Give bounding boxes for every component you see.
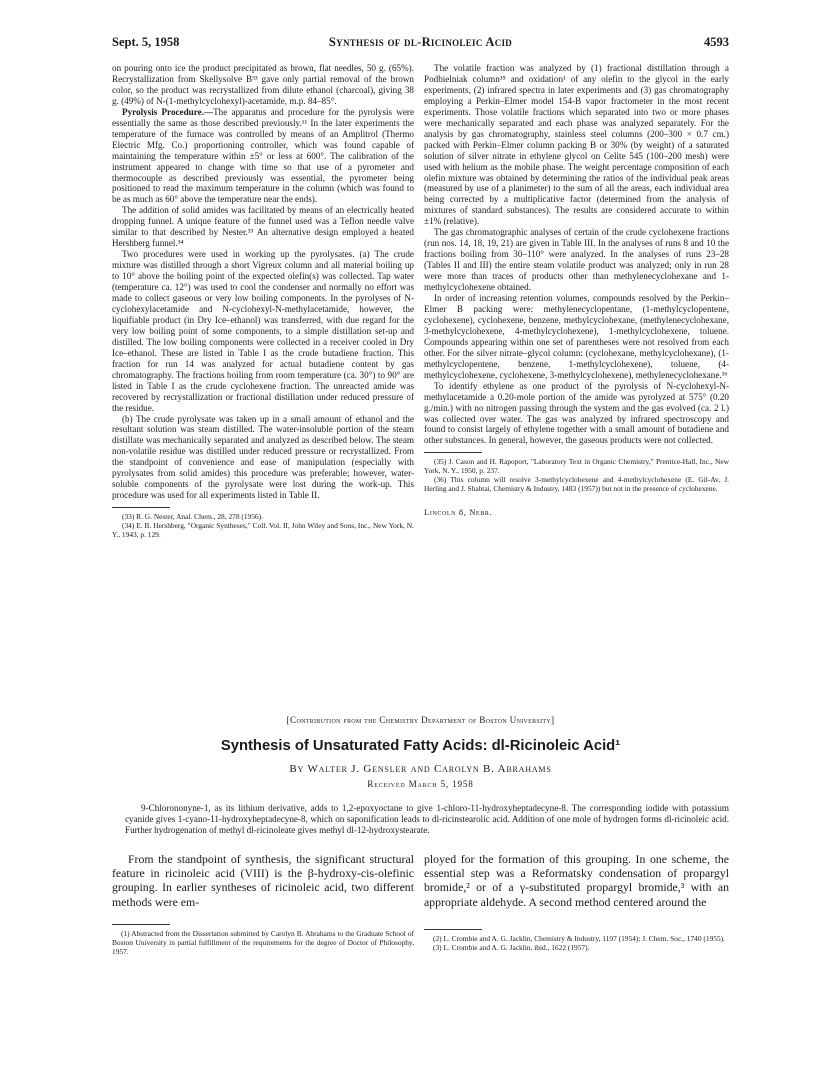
paragraph: Two procedures were used in working up the pyrolysates. (a) The crude mixture was distilled through a short Vigreux column and all material boiling up to 10° above the boiling point of the expected olefin(s) was collected. Tap water (temperature ca. 12°) was used to cool the condenser and normally no effort was made to collect gaseous or very low boiling components. In the pyrolyses of N-cyclohexylacetamide and N-cyclohexyl-N-methylacetamide, however, the liquifiable product (in Dry Ice–ethanol) was transferred, with due regard for the very low boiling point of some components, to a simple distillation set-up and distilled. The low boiling components were collected in a receiver cooled in Dry Ice–ethanol. These are listed in Table I as the crude butadiene fraction. This fraction for run 14 was analyzed for actual butadiene content by gas chromatography. The fractions boiling from room temperature (ca. 30°) to 90° are listed in Table I as the crude cyclohexene fraction. The unreacted amide was recovered by recrystallization or fractional distillation under reduced pressure of the residue. bbox=[112, 249, 414, 413]
affiliation: Lincoln 8, Nebr. bbox=[424, 507, 493, 518]
paragraph-pyrolysis bbox=[112, 107, 414, 206]
paragraph: To identify ethylene as one product of the pyrolysis of N-cyclohexyl-N-methylacetamide a 0.20-mole portion of the amide was pyrolyzed at 575° (0.20 g./min.) with no nitrogen passing through the system and the gas evolved (ca. 2 l.) was collected over water. The gas was analyzed by infrared spectroscopy and found to consist largely of ethylene together with a small amount of butadiene and other substances. In general, however, the gaseous products were not collected. bbox=[424, 380, 729, 446]
paragraph-text: The apparatus and procedure for the pyrolysis were essentially the same as those described previously.¹¹ In the later experiments the temperature of the furnace was controlled by means of an Amplitrol (Thermo Electric Mfg. Co.) proportioning controller, which was found capable of maintaining the temperature within ±5° or less at 600°. The calibration of the instrument appeared to change with time so that use of a pyrometer and thermocouple as described previously was essential, the pyrometer being positioned to read the maximum temperature in the column (which was found to be as much as 60° above the temperature near the ends). bbox=[112, 106, 414, 205]
footnote: (36) This column will resolve 3-methylcyclohexene and 4-methylcyclohexene (E. Gil-Av, J. Herling and J. Shabtai, Chemistry & Industry, 1483 (1957)) but not in the presence of cyclohexene. bbox=[424, 475, 729, 494]
footnote: (3) L. Crombie and A. G. Jacklin, ibid., 1622 (1957). bbox=[433, 943, 590, 952]
article-heading bbox=[112, 715, 729, 789]
paragraph: on pouring onto ice the product precipitated as brown, flat needles, 50 g. (65%). Recrystallization from Skellysolve B³³ gave only partial removal of the brown color, so the product was recrystallized from dilute ethanol (charcoal), giving 38 g. (49%) of N-(1-methylcyclohexyl)-acetamide, m.p. 84–85°. bbox=[112, 63, 414, 106]
article-footnotes-left bbox=[112, 918, 414, 956]
left-column bbox=[112, 63, 414, 539]
running-header bbox=[112, 35, 729, 51]
footnote-rule bbox=[424, 929, 482, 930]
footnote: (2) L. Crombie and A. G. Jacklin, Chemistry & Industry, 1197 (1954); J. Chem. Soc., 1740 (1955). bbox=[433, 934, 725, 943]
article-title: Synthesis of Unsaturated Fatty Acids: dl-Ricinoleic Acid¹ bbox=[220, 738, 621, 754]
footnote-rule bbox=[112, 507, 170, 508]
footnote: (1) Abstracted from the Dissertation submitted by Carolyn B. Abrahams to the Graduate School of Boston University in partial fulfillment of the requirements for the degree of Doctor of Philosophy, 1957. bbox=[112, 929, 414, 956]
footnote: (35) J. Cason and H. Rapoport, "Laboratory Text in Organic Chemistry," Prentice-Hall, Inc., New York, N. Y., 1950, p. 237. bbox=[424, 457, 729, 476]
received-date: Received March 5, 1958 bbox=[367, 779, 474, 789]
header-date: Sept. 5, 1958 bbox=[112, 35, 180, 49]
paragraph: The gas chromatographic analyses of certain of the crude cyclohexene fractions (run nos. 14, 18, 19, 21) are given in Table III. In the analyses of runs 8 and 10 the fractions boiling from 30–110° were analyzed. In the analyses of runs 23–28 (Tables II and III) the entire steam volatile product was analyzed; only in run 28 were more than traces of products other than methylenecyclohexane and 1-methylcyclohexene obtained. bbox=[424, 227, 729, 293]
contribution-line: [Contribution from the Chemistry Department of Boston University] bbox=[286, 715, 555, 725]
footnote: (33) R. G. Nester, Anal. Chem., 28, 278 (1956). bbox=[122, 512, 263, 522]
paragraph: (b) The crude pyrolysate was taken up in a small amount of ethanol and the resultant solution was steam distilled. The water-insoluble portion of the steam distillate was mechanically separated and analyzed as described below. The steam non-volatile residue was distilled under reduced pressure or recrystallized. From the standpoint of convenience and ease of manipulation (especially with pyrolysates from solid amides) this procedure was preferable; however, water-soluble components of the pyrolysate were lost during the work-up. This procedure was used for all experiments listed in Table II. bbox=[112, 413, 414, 501]
footnote: (34) E. B. Hershberg, "Organic Syntheses," Coll. Vol. II, John Wiley and Sons, Inc., New York, N. Y., 1943, p. 129. bbox=[112, 521, 414, 540]
paragraph: In order of increasing retention volumes, compounds resolved by the Perkin–Elmer B packing were: methylenecyclopentane, (1-methylcyclopentene, cyclohexene), cyclohexene, benzene, methylcyclohexane, (methylenecyclohexane, 3-methylcyclohexene, 4-methylcyclohexene), 1-methylcyclohexene, toluene. Compounds appearing within one set of parentheses were not resolved from each other. For the silver nitrate–glycol column: (cyclohexane, methylcyclohexane), (1-methylcyclopentene, benzene, 1-methylcyclohexene), toluene, (4-methylcyclohexene, cyclohexene, 3-methylcyclohexene), methylenecyclohexane.³⁶ bbox=[424, 293, 729, 380]
article-footnotes-right bbox=[424, 923, 729, 952]
body-text-left: From the standpoint of synthesis, the significant structural feature in ricinoleic acid (VIII) is the β-hydroxy-cis-olefinic grouping. In earlier syntheses of ricinoleic acid, two different methods were em- bbox=[112, 852, 414, 909]
paragraph: The addition of solid amides was facilitated by means of an electrically heated dropping funnel. A unique feature of the funnel used was a Teflon needle valve similar to that described by Nester.³³ An alternative design employed a heated Hershberg funnel.³⁴ bbox=[112, 205, 414, 249]
abstract: 9-Chlorononyne-1, as its lithium derivative, adds to 1,2-epoxyoctane to give 1-chloro-11-hydroxyheptadecyne-8. The corresponding iodide with potassium cyanide gives 1-cyano-11-hydroxyheptadecyne-8, which on saponification leads to dl-ricinstearolic acid. Addition of one mole of hydrogen forms dl-ricinoleic acid. Further hydrogenation of methyl dl-ricinoleate gives methyl dl-12-hydroxystearate. bbox=[125, 803, 729, 835]
right-column bbox=[424, 63, 729, 518]
footnote-rule bbox=[424, 452, 482, 453]
runin-heading: Pyrolysis Procedure.— bbox=[122, 106, 214, 117]
paragraph: The volatile fraction was analyzed by (1) fractional distillation through a Podbielniak column³⁵ and oxidation¹ of any olefin to the glycol in the early experiments, (2) infrared spectra in later experiments and (3) gas chromatography employing a Perkin–Elmer model 154-B vapor fractometer in the most recent experiments. Those volatile fractions which separated into two or more phases were mechanically separated and each phase was analyzed separately. For the analysis by gas chromatography, stainless steel columns (200–300 × 0.7 cm.) packed with Perkin–Elmer column packing B or 30% (by weight) of a saturated solution of silver nitrate in ethylene glycol on Celite 545 (100–200 mesh) were used with helium as the mobile phase. The weight percentage composition of each olefin mixture was obtained by determining the ratios of the individual peak areas (measured by use of a planimeter) to the sum of all the areas, each individual area being corrected by a multiplicative factor (determined from the analysis of mixtures of standard substances). The results are considered accurate to within ±1% (relative). bbox=[424, 63, 729, 227]
article-authors: By Walter J. Gensler and Carolyn B. Abrahams bbox=[289, 763, 552, 775]
body-text-right: ployed for the formation of this grouping. In one scheme, the essential step was a Reformatsky condensation of propargyl bromide,² or of a γ-substituted propargyl bromide,³ with an appropriate aldehyde. A second method centered around the bbox=[424, 852, 729, 909]
footnote-rule bbox=[112, 924, 170, 925]
header-title: Synthesis of dl-Ricinoleic Acid bbox=[328, 35, 513, 49]
header-page-number: 4593 bbox=[704, 35, 729, 49]
